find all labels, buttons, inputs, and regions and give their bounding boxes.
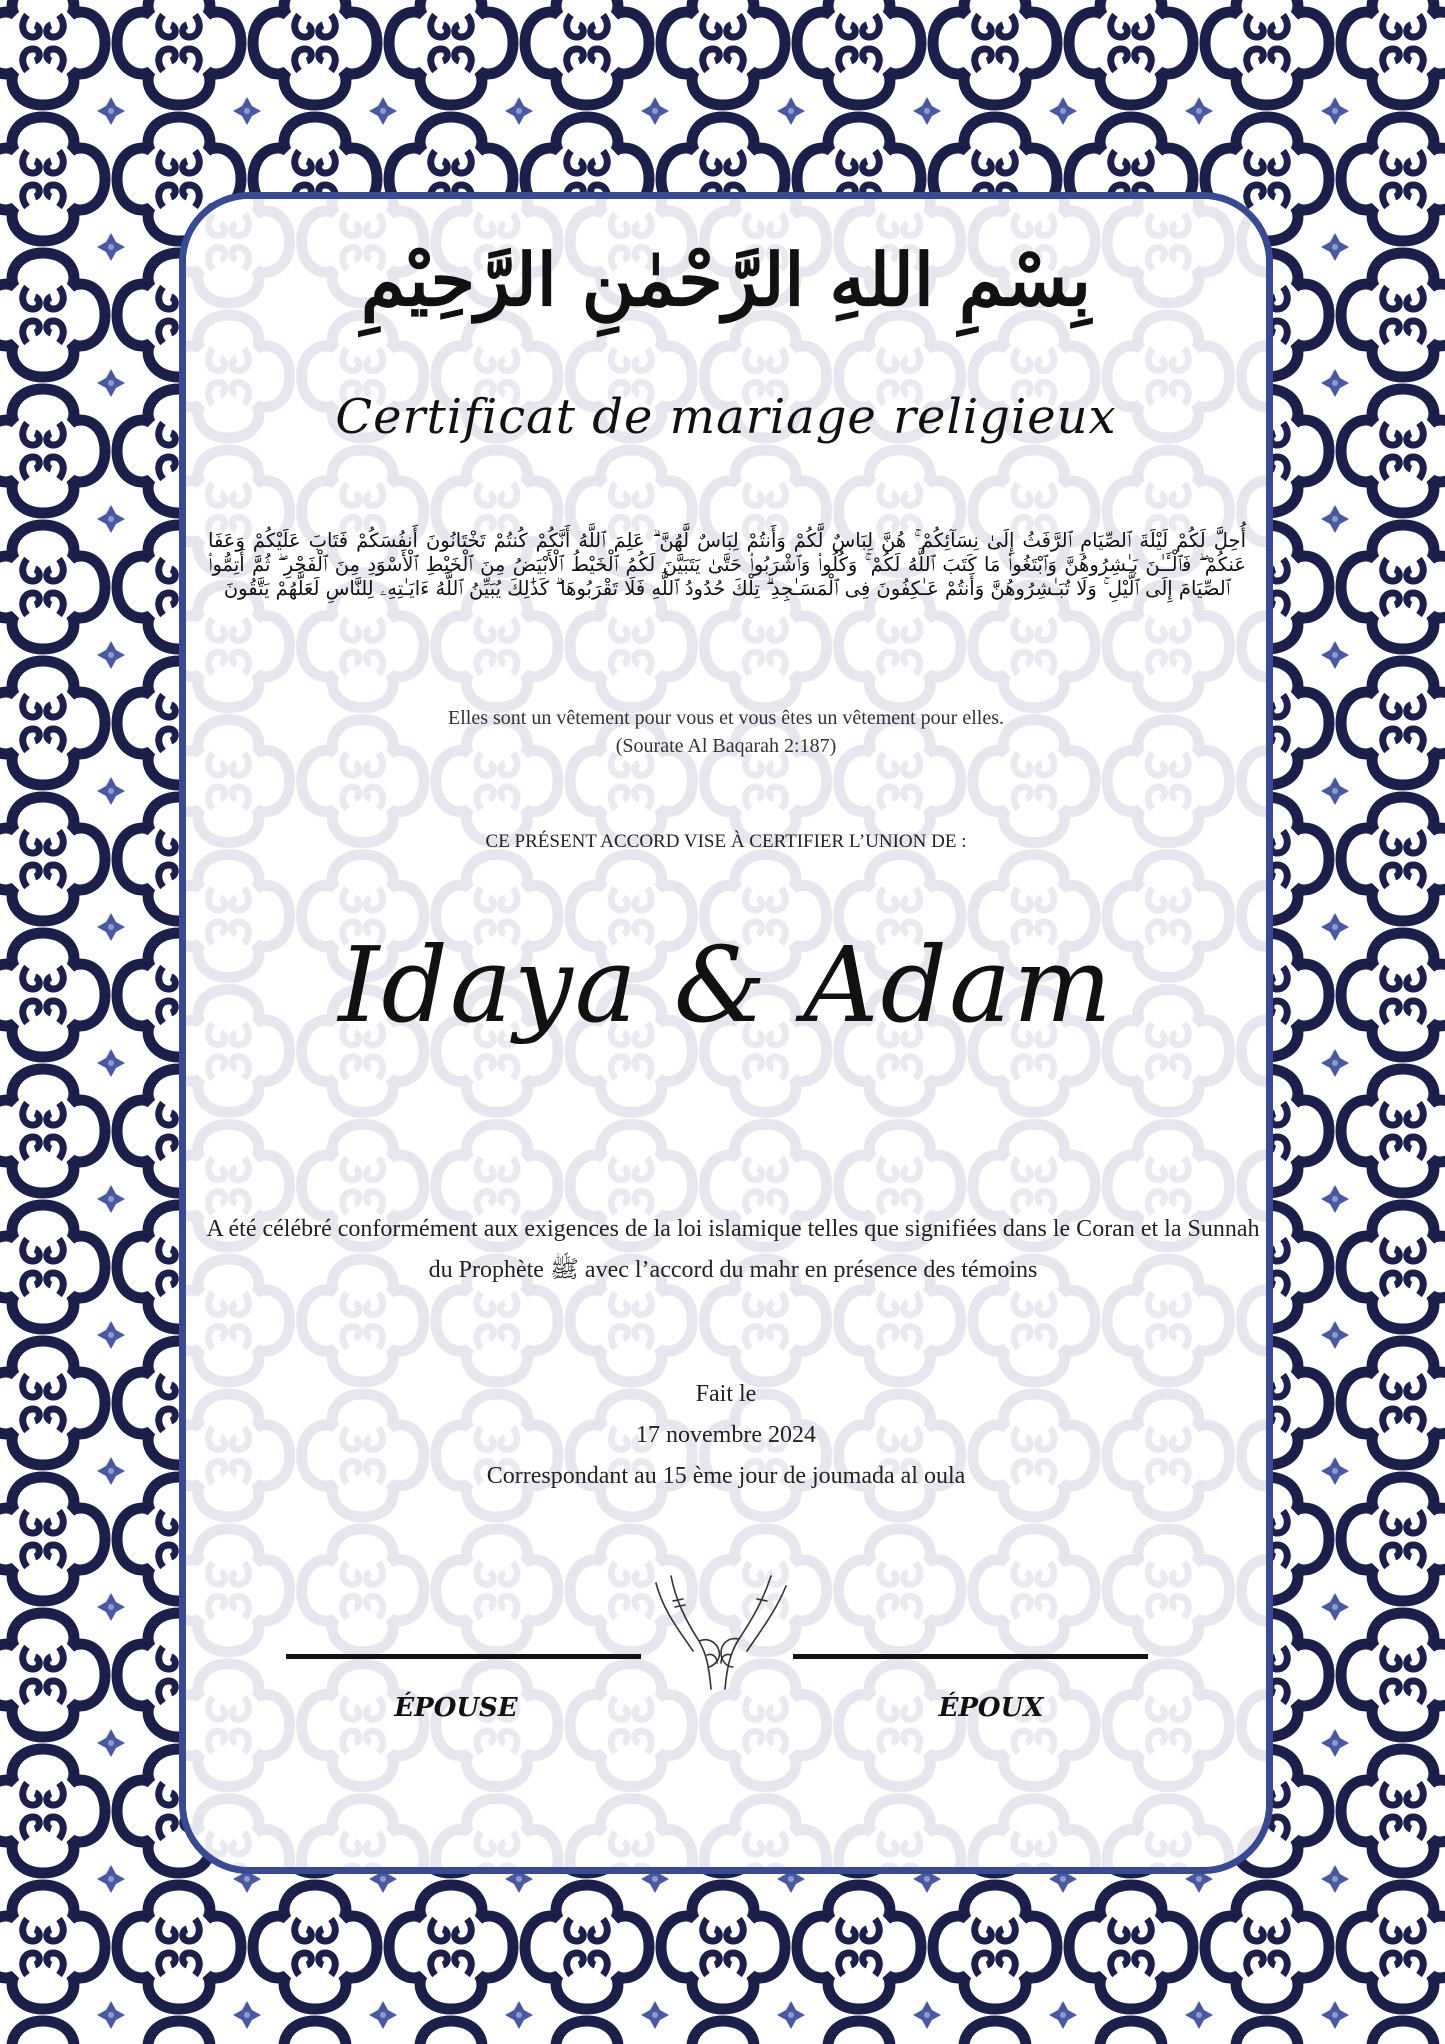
certificate-content [186,199,1266,1867]
verse-reference: (Sourate Al Baqarah 2:187) [615,735,837,757]
verse-translation: Elles sont un vêtement pour vous et vous êtes un vêtement pour elles. [448,707,1004,729]
certificate-title: Certificat de mariage religieux [335,389,1117,445]
quran-verse: أُحِلَّ لَكُمْ لَيْلَةَ ٱلصِّيَامِ ٱلرَّفَثُ إِلَىٰ نِسَآئِكُمْ ۚ هُنَّ لِبَاسٌ لَّكُمْ وَأَنتُمْ لِبَاسٌ لَّهُنَّ ۗ عَلِمَ ٱللَّهُ أَنَّكُمْ كُنتُمْ تَخْتَانُونَ أَنفُسَكُمْ فَتَابَ عَلَيْكُمْ وَعَفَا عَنكُمْ ۖ فَٱلْـَٔـٰنَ بَـٰشِرُوهُنَّ وَٱبْتَغُوا۟ مَا كَتَبَ ٱللَّهُ لَكُمْ ۚ وَكُلُوا۟ وَٱشْرَبُوا۟ حَتَّىٰ يَتَبَيَّنَ لَكُمُ ٱلْخَيْطُ ٱلْأَبْيَضُ مِنَ ٱلْخَيْطِ ٱلْأَسْوَدِ مِنَ ٱلْفَجْرِ ۖ ثُمَّ أَتِمُّوا۟ ٱلصِّيَامَ إِلَى ٱلَّيْلِ ۚ وَلَا تُبَـٰشِرُوهُنَّ وَأَنتُمْ عَـٰكِفُونَ فِى ٱلْمَسَـٰجِدِ ۗ تِلْكَ حُدُودُ ٱللَّهِ فَلَا تَقْرَبُوهَا ۗ كَذَٰلِكَ يُبَيِّنُ ٱللَّهُ ءَايَـٰتِهِۦ لِلنَّاسِ لَعَلَّهُمْ يَتَّقُونَ [208,529,1246,600]
basmala-calligraphy: بِسْمِ اللهِ الرَّحْمٰنِ الرَّحِيْمِ [360,237,1092,322]
verse-translation-block [186,704,1266,760]
ceremony-statement: A été célébré conformément aux exigences de la loi islamique telles que signifiées dans le Coran et la Sunnah du Prophète ﷺ avec l’accord du mahr en présence des témoins [206,1216,1260,1283]
union-lead-text: CE PRÉSENT ACCORD VISE À CERTIFIER L’UNION DE : [485,831,967,852]
groom-signature-line [793,1654,1148,1659]
bride-signature-label: ÉPOUSE [394,1693,518,1723]
date-block [186,1374,1266,1497]
made-on-label: Fait le [695,1381,757,1407]
gregorian-date: 17 novembre 2024 [636,1422,816,1448]
groom-signature-label: ÉPOUX [938,1693,1044,1723]
couple-names: Idaya & Adam [338,924,1114,1046]
holding-hands-icon [651,1571,791,1701]
certificate-panel [179,192,1273,1874]
bride-signature-line [286,1654,641,1659]
hijri-date: Correspondant au 15 ème jour de joumada al oula [486,1463,966,1489]
